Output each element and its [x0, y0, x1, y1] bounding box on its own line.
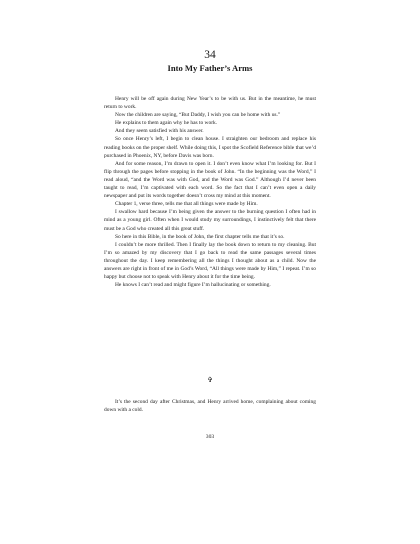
- paragraph: So once Henry’s left, I begin to clean house. I straighten our bedroom and replace his reading books on the proper shelf. While doing this, I spot the Scofield Reference bible that we’d purchased in Phoenix, NY, before Davis was born.: [104, 136, 316, 159]
- paragraph: I couldn’t be more thrilled. Then I finally lay the book down to return to my cleaning. But I’m so amazed by my discovery that I go back to read the same passages several times throughout the day. I keep remembering all the things I thought about as a child. Now the answers are right in front of me in God’s Word, “All things were made by Him,” I repeat. I’m so happy but choose not to speak with Henry about it for the time being.: [104, 241, 316, 281]
- paragraph: He knows I can’t read and might figure I’m hallucinating or something.: [115, 282, 271, 289]
- page-number: 303: [205, 434, 215, 440]
- paragraph: It’s the second day after Christmas, and Henry arrived home, complaining about coming down with a cold.: [104, 399, 316, 414]
- section-body: [104, 398, 316, 414]
- paragraph: He explains to them again why he has to work.: [115, 120, 218, 127]
- chapter-number: 34: [204, 49, 216, 61]
- chapter-title: Into My Father’s Arms: [167, 63, 253, 73]
- paragraph: So here in this Bible, in the book of John, the first chapter tells me that it’s so.: [115, 233, 285, 240]
- paragraph: And for some reason, I’m drawn to open it. I don’t even know what I’m looking for. But I flip through the pages before stopping in the book of John. “In the beginning was the Word,” I read aloud, “and the Word was with God, and the Word was God.” Although I’d never been taught to read, I’m captivated with each word. So the fact that I can’t even open a daily newspaper and put its words together doesn’t cross my mind at this moment.: [104, 160, 316, 200]
- paragraph: Now the children are saying, “But Daddy, I wish you can be home with us.”: [115, 112, 281, 119]
- paragraph: I swallow hard because I’m being given the answer to the burning question I often had in mind as a young girl. Often when I would study my surroundings, I instinctively felt that there must be a God who created all this great stuff.: [104, 209, 316, 232]
- paragraph: Chapter 1, verse three, tells me that all things were made by Him.: [115, 201, 258, 208]
- paragraph: And they seem satisfied with his answer.: [115, 128, 204, 135]
- paragraph: Henry will be off again during New Year’s to be with us. But in the meantime, he must return to work.: [104, 96, 316, 111]
- section-break-cross-icon: ✞: [207, 376, 213, 384]
- chapter-body: [104, 95, 316, 289]
